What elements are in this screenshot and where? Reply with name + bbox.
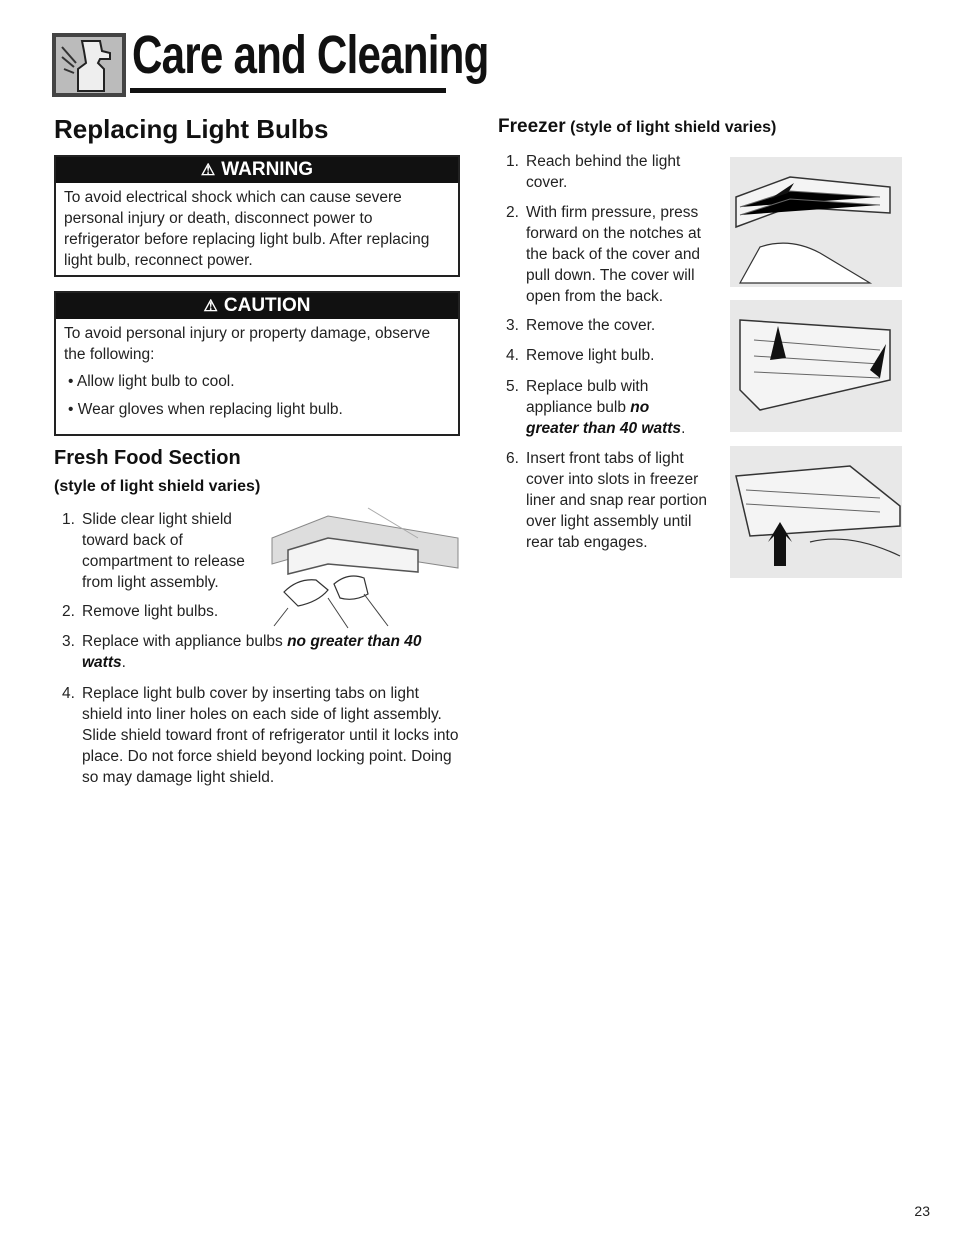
fresh-food-illustration	[268, 498, 464, 632]
spray-bottle-icon	[52, 33, 126, 97]
freezer-title: Freezer	[498, 116, 566, 137]
caution-bullet: • Wear gloves when replacing light bulb.	[68, 401, 343, 418]
warning-banner	[56, 157, 458, 183]
caution-triangle-icon: ⚠	[203, 298, 218, 315]
fresh-food-note: (style of light shield varies)	[54, 478, 261, 495]
header-divider	[130, 88, 446, 93]
caution-text: To avoid personal injury or property damage, observe the following:	[64, 325, 431, 363]
warning-text: To avoid electrical shock which can cause severe personal injury or death, disconnect power to refrigerator before replacing light bulb. After replacing light bulb, reconnect power.	[64, 189, 430, 269]
caution-bullet: • Allow light bulb to cool.	[68, 373, 235, 390]
page-header-title: Care and Cleaning	[132, 25, 489, 85]
freezer-note: (style of light shield varies)	[570, 119, 777, 136]
warning-label: WARNING	[221, 159, 314, 180]
section-title: Replacing Light Bulbs	[54, 114, 329, 144]
freezer-illustration-2	[730, 300, 902, 432]
caution-banner	[56, 293, 458, 319]
warning-box	[54, 155, 460, 277]
fresh-food-title: Fresh Food Section	[54, 447, 241, 469]
freezer-heading	[498, 116, 776, 138]
warning-triangle-icon: ⚠	[200, 162, 216, 179]
freezer-illustration-1	[730, 157, 902, 287]
caution-box	[54, 291, 460, 436]
freezer-illustration-3	[730, 446, 902, 578]
page-number: 23	[914, 1203, 930, 1219]
caution-label: CAUTION	[223, 295, 311, 316]
